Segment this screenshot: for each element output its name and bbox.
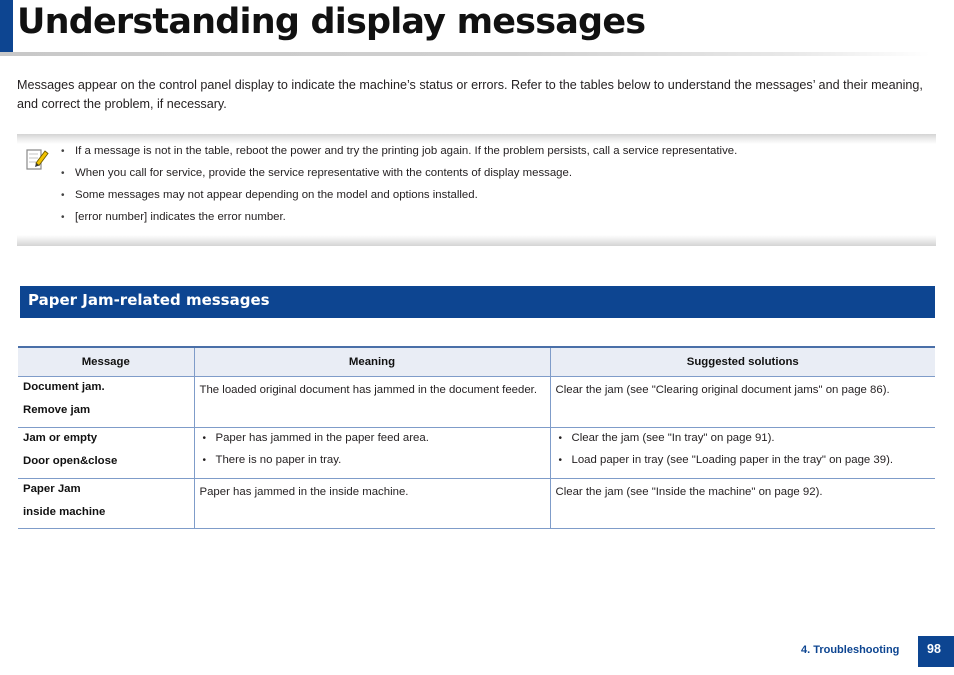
title-underline	[0, 52, 930, 56]
note-pencil-icon	[25, 146, 49, 172]
table-row	[18, 478, 935, 528]
meaning-cell: The loaded original document has jammed in the document feeder.	[194, 376, 550, 427]
note-item: • When you call for service, provide the service representative with the contents of display message.	[61, 167, 737, 180]
footer-chapter-label: 4. Troubleshooting	[801, 644, 900, 656]
note-box	[17, 134, 936, 246]
meaning-item: • Paper has jammed in the paper feed area.	[200, 432, 545, 445]
note-list	[61, 145, 737, 233]
message-line: Document jam.	[23, 380, 105, 393]
page-title: Understanding display messages	[17, 2, 646, 42]
meaning-list	[200, 432, 545, 467]
solution-item: • Load paper in tray (see "Loading paper in the tray" on page 39).	[556, 454, 931, 467]
message-cell	[18, 376, 194, 427]
meaning-cell: Paper has jammed in the inside machine.	[194, 478, 550, 528]
page-number-badge	[918, 636, 954, 667]
table-row	[18, 427, 935, 478]
meaning-cell	[194, 427, 550, 478]
intro-paragraph: Messages appear on the control panel display to indicate the machine’s status or errors. Refer to the tables below to understand the messages’ and their meaning, and correct the problem, if necessary.	[17, 78, 923, 111]
column-header-message: Message	[18, 347, 194, 376]
message-line: Remove jam	[23, 403, 91, 416]
page-number: 98	[927, 642, 941, 656]
note-item: • If a message is not in the table, reboot the power and try the printing job again. If the problem persists, call a service representative.	[61, 145, 737, 158]
note-item: • [error number] indicates the error number.	[61, 211, 737, 224]
message-line: Jam or empty	[23, 431, 98, 444]
column-header-meaning: Meaning	[194, 347, 550, 376]
title-accent-bar	[0, 0, 13, 52]
solution-cell: Clear the jam (see "Clearing original document jams" on page 86).	[550, 376, 935, 427]
section-title: Paper Jam-related messages	[28, 291, 270, 309]
message-cell	[18, 478, 194, 528]
message-line: inside machine	[23, 505, 106, 518]
message-line: Paper Jam	[23, 482, 81, 495]
message-cell	[18, 427, 194, 478]
solution-cell	[550, 427, 935, 478]
note-item: • Some messages may not appear depending on the model and options installed.	[61, 189, 737, 202]
table-row	[18, 376, 935, 427]
section-header	[20, 286, 935, 318]
meaning-item: • There is no paper in tray.	[200, 454, 545, 467]
message-line: Door open&close	[23, 454, 118, 467]
column-header-solutions: Suggested solutions	[550, 347, 935, 376]
solution-list	[556, 432, 931, 467]
solution-item: • Clear the jam (see "In tray" on page 91).	[556, 432, 931, 445]
table-header-row	[18, 347, 935, 376]
messages-table	[18, 346, 935, 529]
solution-cell: Clear the jam (see "Inside the machine" on page 92).	[550, 478, 935, 528]
